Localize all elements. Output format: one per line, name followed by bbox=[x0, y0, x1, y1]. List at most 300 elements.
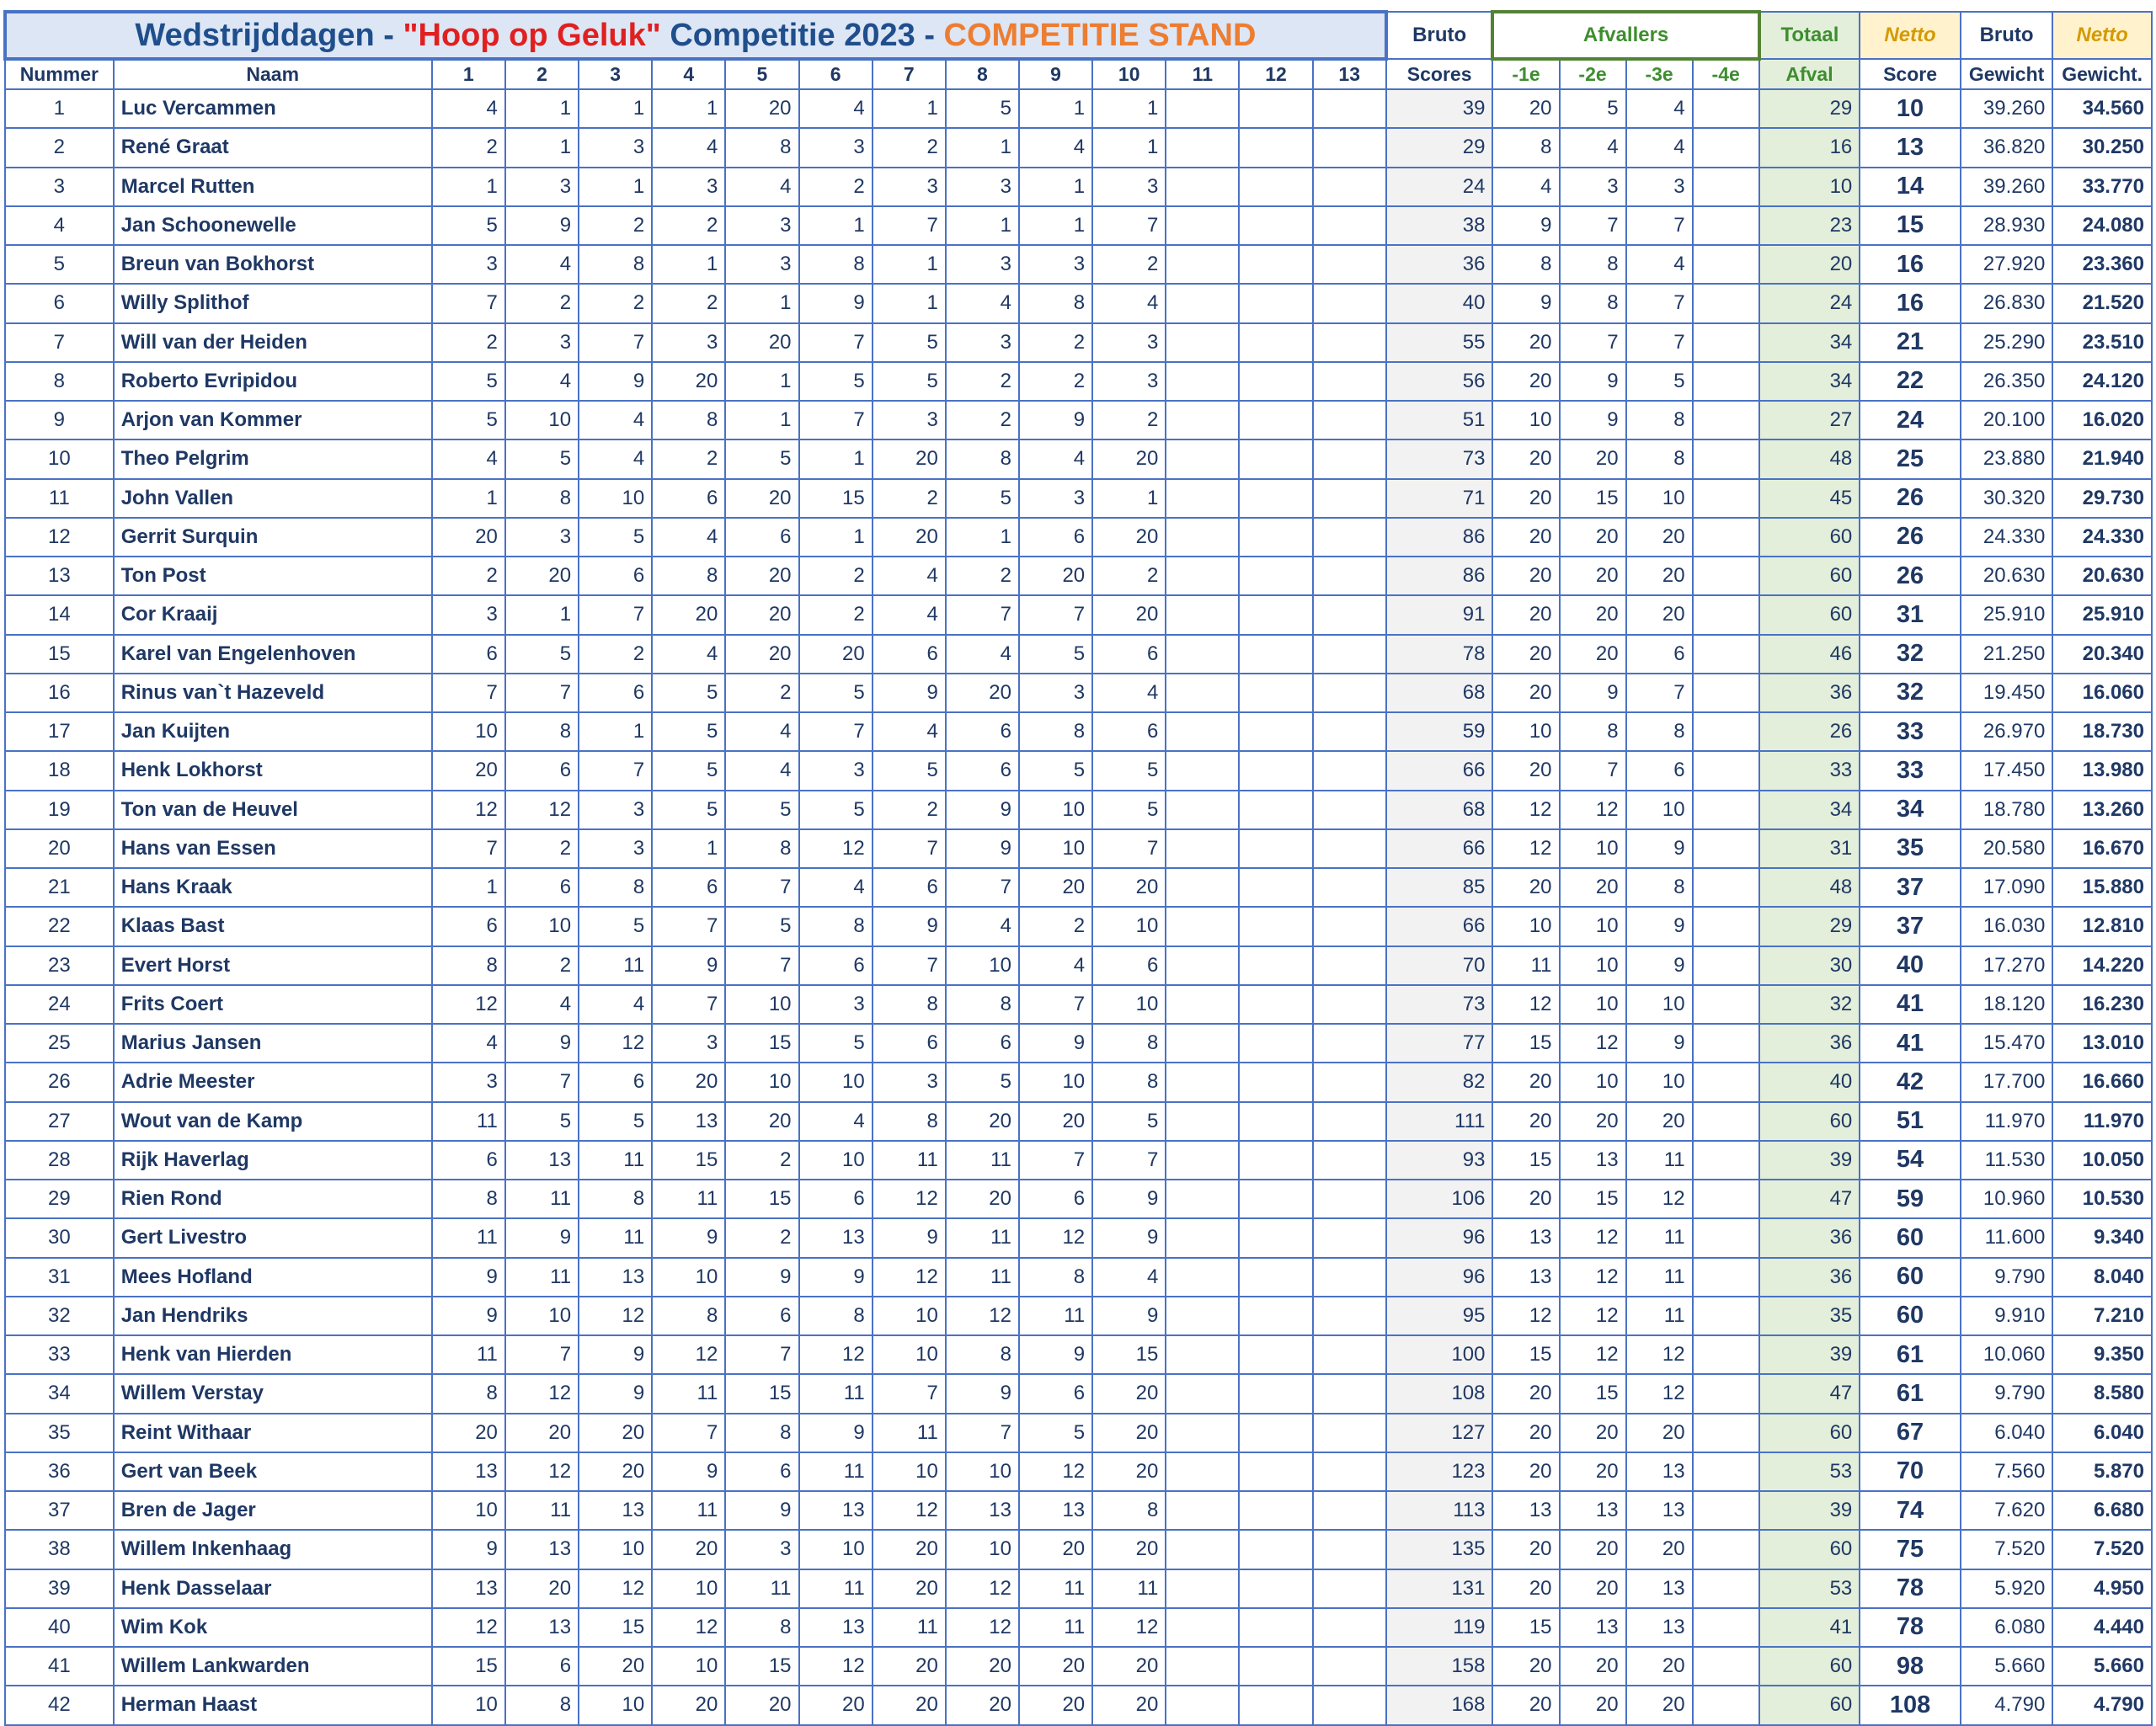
round-score: 4 bbox=[652, 128, 725, 167]
afval-score-empty bbox=[1693, 1102, 1759, 1141]
round-score: 7 bbox=[1019, 1141, 1092, 1180]
round-score: 6 bbox=[652, 479, 725, 518]
round-score: 20 bbox=[873, 518, 946, 557]
netto-weight: 24.330 bbox=[2052, 518, 2152, 557]
round-score: 11 bbox=[505, 1491, 579, 1530]
total-afval: 46 bbox=[1759, 635, 1860, 674]
player-name: Bren de Jager bbox=[114, 1491, 432, 1530]
player-name: Evert Horst bbox=[114, 946, 432, 985]
round-score: 10 bbox=[505, 907, 579, 946]
round-score: 15 bbox=[579, 1608, 652, 1647]
round-score: 20 bbox=[873, 1569, 946, 1608]
round-score: 5 bbox=[1092, 1102, 1166, 1141]
afval-score: 20 bbox=[1626, 1647, 1693, 1686]
table-row bbox=[5, 245, 2152, 284]
round-score: 5 bbox=[873, 362, 946, 401]
round-score: 9 bbox=[432, 1297, 505, 1335]
netto-score: 24 bbox=[1860, 401, 1961, 439]
round-score: 4 bbox=[873, 712, 946, 751]
round-score: 4 bbox=[432, 439, 505, 478]
afval-score: 20 bbox=[1560, 439, 1626, 478]
bruto-score: 77 bbox=[1386, 1024, 1493, 1063]
round-score: 6 bbox=[873, 1024, 946, 1063]
afval-score: 9 bbox=[1560, 362, 1626, 401]
round-score-empty bbox=[1313, 284, 1386, 322]
round-score-empty bbox=[1166, 1141, 1239, 1180]
bruto-weight: 21.250 bbox=[1961, 635, 2052, 674]
round-score: 5 bbox=[873, 751, 946, 790]
bruto-weight: 24.330 bbox=[1961, 518, 2052, 557]
round-score: 20 bbox=[505, 1569, 579, 1608]
afval-score: 20 bbox=[1492, 323, 1559, 362]
round-score: 7 bbox=[725, 946, 798, 985]
table-row bbox=[5, 1180, 2152, 1218]
round-score: 5 bbox=[432, 362, 505, 401]
player-name: Luc Vercammen bbox=[114, 89, 432, 128]
netto-weight: 12.810 bbox=[2052, 907, 2152, 946]
round-score: 6 bbox=[725, 1297, 798, 1335]
round-score: 20 bbox=[946, 1647, 1019, 1686]
round-score: 4 bbox=[873, 557, 946, 595]
round-score: 20 bbox=[1019, 1102, 1092, 1141]
round-score: 11 bbox=[579, 1141, 652, 1180]
row-number: 4 bbox=[5, 206, 114, 245]
round-score: 8 bbox=[725, 1414, 798, 1452]
round-score: 2 bbox=[799, 557, 873, 595]
round-score: 8 bbox=[725, 128, 798, 167]
round-score: 4 bbox=[579, 401, 652, 439]
player-name: Wim Kok bbox=[114, 1608, 432, 1647]
round-score: 11 bbox=[1092, 1569, 1166, 1608]
netto-score: 37 bbox=[1860, 907, 1961, 946]
player-name: Theo Pelgrim bbox=[114, 439, 432, 478]
round-score-empty bbox=[1313, 323, 1386, 362]
row-number: 25 bbox=[5, 1024, 114, 1063]
round-score: 4 bbox=[799, 1102, 873, 1141]
round-score-empty bbox=[1239, 1608, 1312, 1647]
round-score: 12 bbox=[432, 791, 505, 829]
round-score: 13 bbox=[505, 1608, 579, 1647]
round-score: 3 bbox=[652, 323, 725, 362]
round-score-empty bbox=[1166, 284, 1239, 322]
round-score: 2 bbox=[432, 557, 505, 595]
afval-score-empty bbox=[1693, 1452, 1759, 1491]
round-score: 4 bbox=[1019, 128, 1092, 167]
header-netto-weight: Netto bbox=[2052, 12, 2152, 59]
round-score: 6 bbox=[873, 635, 946, 674]
round-score: 11 bbox=[873, 1608, 946, 1647]
round-score: 20 bbox=[1019, 1647, 1092, 1686]
round-score-empty bbox=[1166, 1297, 1239, 1335]
afval-score: 20 bbox=[1492, 595, 1559, 634]
bruto-weight: 27.920 bbox=[1961, 245, 2052, 284]
row-number: 12 bbox=[5, 518, 114, 557]
afval-score: 7 bbox=[1626, 674, 1693, 712]
table-row bbox=[5, 323, 2152, 362]
round-score: 9 bbox=[873, 1218, 946, 1257]
round-score-empty bbox=[1166, 1102, 1239, 1141]
netto-score: 61 bbox=[1860, 1335, 1961, 1374]
round-score: 2 bbox=[505, 284, 579, 322]
round-score: 10 bbox=[652, 1569, 725, 1608]
round-score: 20 bbox=[652, 595, 725, 634]
bruto-score: 66 bbox=[1386, 751, 1493, 790]
player-name: Mees Hofland bbox=[114, 1258, 432, 1297]
round-score-empty bbox=[1166, 206, 1239, 245]
round-score-empty bbox=[1166, 946, 1239, 985]
round-score: 3 bbox=[505, 168, 579, 206]
player-name: Hans van Essen bbox=[114, 829, 432, 868]
round-score-empty bbox=[1166, 595, 1239, 634]
round-score: 2 bbox=[799, 595, 873, 634]
title-prefix: Wedstrijddagen - bbox=[135, 17, 403, 53]
bruto-weight: 23.880 bbox=[1961, 439, 2052, 478]
total-afval: 30 bbox=[1759, 946, 1860, 985]
afval-score-empty bbox=[1693, 439, 1759, 478]
afval-score: 13 bbox=[1560, 1491, 1626, 1530]
afval-score: 13 bbox=[1626, 1452, 1693, 1491]
row-number: 24 bbox=[5, 985, 114, 1024]
round-score: 6 bbox=[1019, 518, 1092, 557]
netto-score: 32 bbox=[1860, 635, 1961, 674]
round-score: 13 bbox=[505, 1141, 579, 1180]
round-score: 13 bbox=[432, 1569, 505, 1608]
round-score: 4 bbox=[725, 751, 798, 790]
col-header-round-3: 3 bbox=[579, 59, 652, 89]
afval-score-empty bbox=[1693, 1608, 1759, 1647]
netto-score: 60 bbox=[1860, 1258, 1961, 1297]
afval-score: 20 bbox=[1492, 1102, 1559, 1141]
player-name: Gert Livestro bbox=[114, 1218, 432, 1257]
row-number: 1 bbox=[5, 89, 114, 128]
round-score: 5 bbox=[652, 791, 725, 829]
round-score: 11 bbox=[946, 1218, 1019, 1257]
round-score-empty bbox=[1313, 595, 1386, 634]
table-row bbox=[5, 674, 2152, 712]
bruto-weight: 20.100 bbox=[1961, 401, 2052, 439]
row-number: 2 bbox=[5, 128, 114, 167]
player-name: Wout van de Kamp bbox=[114, 1102, 432, 1141]
total-afval: 60 bbox=[1759, 1102, 1860, 1141]
player-name: Willem Lankwarden bbox=[114, 1647, 432, 1686]
netto-weight: 25.910 bbox=[2052, 595, 2152, 634]
afval-score: 3 bbox=[1626, 168, 1693, 206]
round-score: 6 bbox=[579, 1063, 652, 1101]
afval-score-empty bbox=[1693, 1335, 1759, 1374]
afval-score: 12 bbox=[1560, 791, 1626, 829]
round-score: 6 bbox=[579, 674, 652, 712]
round-score: 20 bbox=[873, 1686, 946, 1724]
afval-score: 9 bbox=[1560, 674, 1626, 712]
afval-score: 20 bbox=[1626, 1530, 1693, 1569]
round-score: 4 bbox=[799, 89, 873, 128]
afval-score: 12 bbox=[1560, 1258, 1626, 1297]
header-bruto: Bruto bbox=[1386, 12, 1493, 59]
round-score: 5 bbox=[1019, 751, 1092, 790]
round-score: 8 bbox=[1019, 1258, 1092, 1297]
netto-weight: 33.770 bbox=[2052, 168, 2152, 206]
round-score: 9 bbox=[799, 1258, 873, 1297]
round-score: 8 bbox=[1019, 712, 1092, 751]
round-score-empty bbox=[1166, 168, 1239, 206]
page-title bbox=[5, 12, 1386, 59]
afval-score: 11 bbox=[1626, 1258, 1693, 1297]
round-score: 9 bbox=[1019, 401, 1092, 439]
bruto-score: 91 bbox=[1386, 595, 1493, 634]
row-number: 35 bbox=[5, 1414, 114, 1452]
round-score: 2 bbox=[432, 323, 505, 362]
round-score: 15 bbox=[799, 479, 873, 518]
round-score: 11 bbox=[799, 1569, 873, 1608]
round-score: 4 bbox=[652, 518, 725, 557]
bruto-score: 86 bbox=[1386, 557, 1493, 595]
total-afval: 24 bbox=[1759, 284, 1860, 322]
afval-score-empty bbox=[1693, 1063, 1759, 1101]
round-score: 9 bbox=[946, 791, 1019, 829]
round-score: 3 bbox=[725, 1530, 798, 1569]
afval-score: 4 bbox=[1626, 89, 1693, 128]
round-score: 4 bbox=[1019, 946, 1092, 985]
bruto-score: 131 bbox=[1386, 1569, 1493, 1608]
round-score: 10 bbox=[946, 1452, 1019, 1491]
round-score-empty bbox=[1239, 1297, 1312, 1335]
total-afval: 20 bbox=[1759, 245, 1860, 284]
afval-score-empty bbox=[1693, 1258, 1759, 1297]
round-score: 8 bbox=[432, 1180, 505, 1218]
round-score: 13 bbox=[652, 1102, 725, 1141]
round-score: 4 bbox=[1092, 284, 1166, 322]
round-score: 11 bbox=[579, 1218, 652, 1257]
row-number: 38 bbox=[5, 1530, 114, 1569]
bruto-score: 108 bbox=[1386, 1374, 1493, 1413]
row-number: 32 bbox=[5, 1297, 114, 1335]
round-score: 2 bbox=[1092, 557, 1166, 595]
total-afval: 36 bbox=[1759, 1258, 1860, 1297]
round-score: 3 bbox=[1019, 479, 1092, 518]
round-score: 5 bbox=[505, 635, 579, 674]
bruto-score: 36 bbox=[1386, 245, 1493, 284]
round-score: 9 bbox=[1019, 1024, 1092, 1063]
round-score: 10 bbox=[579, 1530, 652, 1569]
bruto-score: 111 bbox=[1386, 1102, 1493, 1141]
round-score: 3 bbox=[873, 1063, 946, 1101]
total-afval: 39 bbox=[1759, 1141, 1860, 1180]
netto-score: 21 bbox=[1860, 323, 1961, 362]
table-row bbox=[5, 1258, 2152, 1297]
round-score: 10 bbox=[1092, 907, 1166, 946]
round-score-empty bbox=[1313, 1530, 1386, 1569]
table-row bbox=[5, 168, 2152, 206]
afval-score-empty bbox=[1693, 868, 1759, 907]
afval-score: 20 bbox=[1560, 1647, 1626, 1686]
afval-score-empty bbox=[1693, 128, 1759, 167]
afval-score: 15 bbox=[1560, 1374, 1626, 1413]
round-score: 3 bbox=[799, 985, 873, 1024]
player-name: Herman Haast bbox=[114, 1686, 432, 1724]
round-score-empty bbox=[1239, 206, 1312, 245]
round-score: 20 bbox=[725, 89, 798, 128]
round-score: 15 bbox=[725, 1374, 798, 1413]
round-score: 2 bbox=[432, 128, 505, 167]
round-score: 10 bbox=[579, 1686, 652, 1724]
netto-score: 25 bbox=[1860, 439, 1961, 478]
bruto-score: 93 bbox=[1386, 1141, 1493, 1180]
round-score: 9 bbox=[505, 1218, 579, 1257]
table-row bbox=[5, 206, 2152, 245]
player-name: Marcel Rutten bbox=[114, 168, 432, 206]
header-bruto-weight: Bruto bbox=[1961, 12, 2052, 59]
col-header-round-5: 5 bbox=[725, 59, 798, 89]
col-header-round-1: 1 bbox=[432, 59, 505, 89]
round-score: 6 bbox=[579, 557, 652, 595]
col-header-afval-3: -3e bbox=[1626, 59, 1693, 89]
netto-weight: 30.250 bbox=[2052, 128, 2152, 167]
round-score-empty bbox=[1239, 595, 1312, 634]
round-score-empty bbox=[1313, 1141, 1386, 1180]
round-score: 9 bbox=[1092, 1297, 1166, 1335]
afval-score-empty bbox=[1693, 712, 1759, 751]
round-score: 2 bbox=[725, 1218, 798, 1257]
round-score: 9 bbox=[652, 946, 725, 985]
round-score-empty bbox=[1313, 1569, 1386, 1608]
round-score-empty bbox=[1166, 362, 1239, 401]
round-score: 6 bbox=[1092, 712, 1166, 751]
afval-score-empty bbox=[1693, 791, 1759, 829]
round-score: 11 bbox=[432, 1102, 505, 1141]
round-score-empty bbox=[1239, 791, 1312, 829]
round-score-empty bbox=[1239, 518, 1312, 557]
player-name: Gerrit Surquin bbox=[114, 518, 432, 557]
afval-score: 20 bbox=[1492, 674, 1559, 712]
round-score: 20 bbox=[579, 1647, 652, 1686]
round-score-empty bbox=[1313, 946, 1386, 985]
afval-score-empty bbox=[1693, 907, 1759, 946]
round-score: 20 bbox=[1092, 1647, 1166, 1686]
round-score: 3 bbox=[432, 595, 505, 634]
afval-score: 9 bbox=[1560, 401, 1626, 439]
afval-score: 8 bbox=[1560, 712, 1626, 751]
round-score: 10 bbox=[873, 1297, 946, 1335]
round-score: 3 bbox=[505, 323, 579, 362]
round-score: 8 bbox=[505, 712, 579, 751]
round-score: 13 bbox=[432, 1452, 505, 1491]
row-number: 15 bbox=[5, 635, 114, 674]
round-score: 20 bbox=[652, 1063, 725, 1101]
round-score-empty bbox=[1239, 1024, 1312, 1063]
round-score-empty bbox=[1166, 245, 1239, 284]
col-header-round-10: 10 bbox=[1092, 59, 1166, 89]
round-score-empty bbox=[1313, 206, 1386, 245]
player-name: René Graat bbox=[114, 128, 432, 167]
afval-score: 15 bbox=[1560, 479, 1626, 518]
netto-score: 51 bbox=[1860, 1102, 1961, 1141]
bruto-score: 85 bbox=[1386, 868, 1493, 907]
afval-score: 20 bbox=[1560, 868, 1626, 907]
afval-score: 10 bbox=[1560, 907, 1626, 946]
round-score: 8 bbox=[432, 946, 505, 985]
netto-score: 78 bbox=[1860, 1569, 1961, 1608]
row-number: 10 bbox=[5, 439, 114, 478]
afval-score-empty bbox=[1693, 557, 1759, 595]
round-score-empty bbox=[1313, 479, 1386, 518]
round-score-empty bbox=[1313, 89, 1386, 128]
afval-score: 13 bbox=[1560, 1141, 1626, 1180]
round-score-empty bbox=[1313, 1218, 1386, 1257]
row-number: 27 bbox=[5, 1102, 114, 1141]
round-score-empty bbox=[1239, 168, 1312, 206]
round-score: 10 bbox=[725, 1063, 798, 1101]
afval-score: 8 bbox=[1492, 245, 1559, 284]
row-number: 22 bbox=[5, 907, 114, 946]
round-score: 9 bbox=[946, 1374, 1019, 1413]
round-score: 7 bbox=[432, 284, 505, 322]
afval-score: 20 bbox=[1492, 635, 1559, 674]
total-afval: 29 bbox=[1759, 89, 1860, 128]
round-score-empty bbox=[1166, 1024, 1239, 1063]
title-year: Competitie 2023 - bbox=[660, 17, 944, 53]
afval-score: 8 bbox=[1626, 868, 1693, 907]
afval-score: 10 bbox=[1560, 829, 1626, 868]
bruto-weight: 20.630 bbox=[1961, 557, 2052, 595]
round-score: 11 bbox=[873, 1141, 946, 1180]
round-score: 1 bbox=[505, 128, 579, 167]
afval-score: 10 bbox=[1560, 946, 1626, 985]
afval-score: 20 bbox=[1492, 1063, 1559, 1101]
afval-score: 8 bbox=[1626, 439, 1693, 478]
afval-score: 11 bbox=[1626, 1141, 1693, 1180]
round-score: 3 bbox=[432, 245, 505, 284]
total-afval: 34 bbox=[1759, 323, 1860, 362]
round-score-empty bbox=[1313, 439, 1386, 478]
round-score: 9 bbox=[579, 362, 652, 401]
netto-weight: 4.950 bbox=[2052, 1569, 2152, 1608]
round-score: 8 bbox=[432, 1374, 505, 1413]
netto-score: 26 bbox=[1860, 557, 1961, 595]
standings-body bbox=[5, 89, 2152, 1725]
round-score: 7 bbox=[652, 1414, 725, 1452]
round-score: 10 bbox=[1019, 791, 1092, 829]
round-score: 3 bbox=[799, 751, 873, 790]
table-row bbox=[5, 635, 2152, 674]
round-score: 13 bbox=[579, 1491, 652, 1530]
round-score: 12 bbox=[946, 1608, 1019, 1647]
round-score: 2 bbox=[652, 284, 725, 322]
netto-score: 16 bbox=[1860, 245, 1961, 284]
afval-score-empty bbox=[1693, 1414, 1759, 1452]
round-score: 4 bbox=[725, 712, 798, 751]
round-score: 13 bbox=[505, 1530, 579, 1569]
row-number: 34 bbox=[5, 1374, 114, 1413]
round-score: 8 bbox=[505, 479, 579, 518]
afval-score: 4 bbox=[1560, 128, 1626, 167]
round-score-empty bbox=[1313, 751, 1386, 790]
table-row bbox=[5, 1686, 2152, 1724]
table-row bbox=[5, 89, 2152, 128]
round-score: 5 bbox=[725, 791, 798, 829]
bruto-score: 68 bbox=[1386, 674, 1493, 712]
bruto-score: 66 bbox=[1386, 829, 1493, 868]
round-score-empty bbox=[1239, 829, 1312, 868]
afval-score: 13 bbox=[1492, 1491, 1559, 1530]
round-score: 11 bbox=[1019, 1569, 1092, 1608]
round-score-empty bbox=[1313, 128, 1386, 167]
afval-score: 7 bbox=[1560, 751, 1626, 790]
round-score: 15 bbox=[652, 1141, 725, 1180]
total-afval: 10 bbox=[1759, 168, 1860, 206]
round-score: 5 bbox=[505, 439, 579, 478]
bruto-weight: 17.090 bbox=[1961, 868, 2052, 907]
col-header-gewicht-netto: Gewicht. bbox=[2052, 59, 2152, 89]
